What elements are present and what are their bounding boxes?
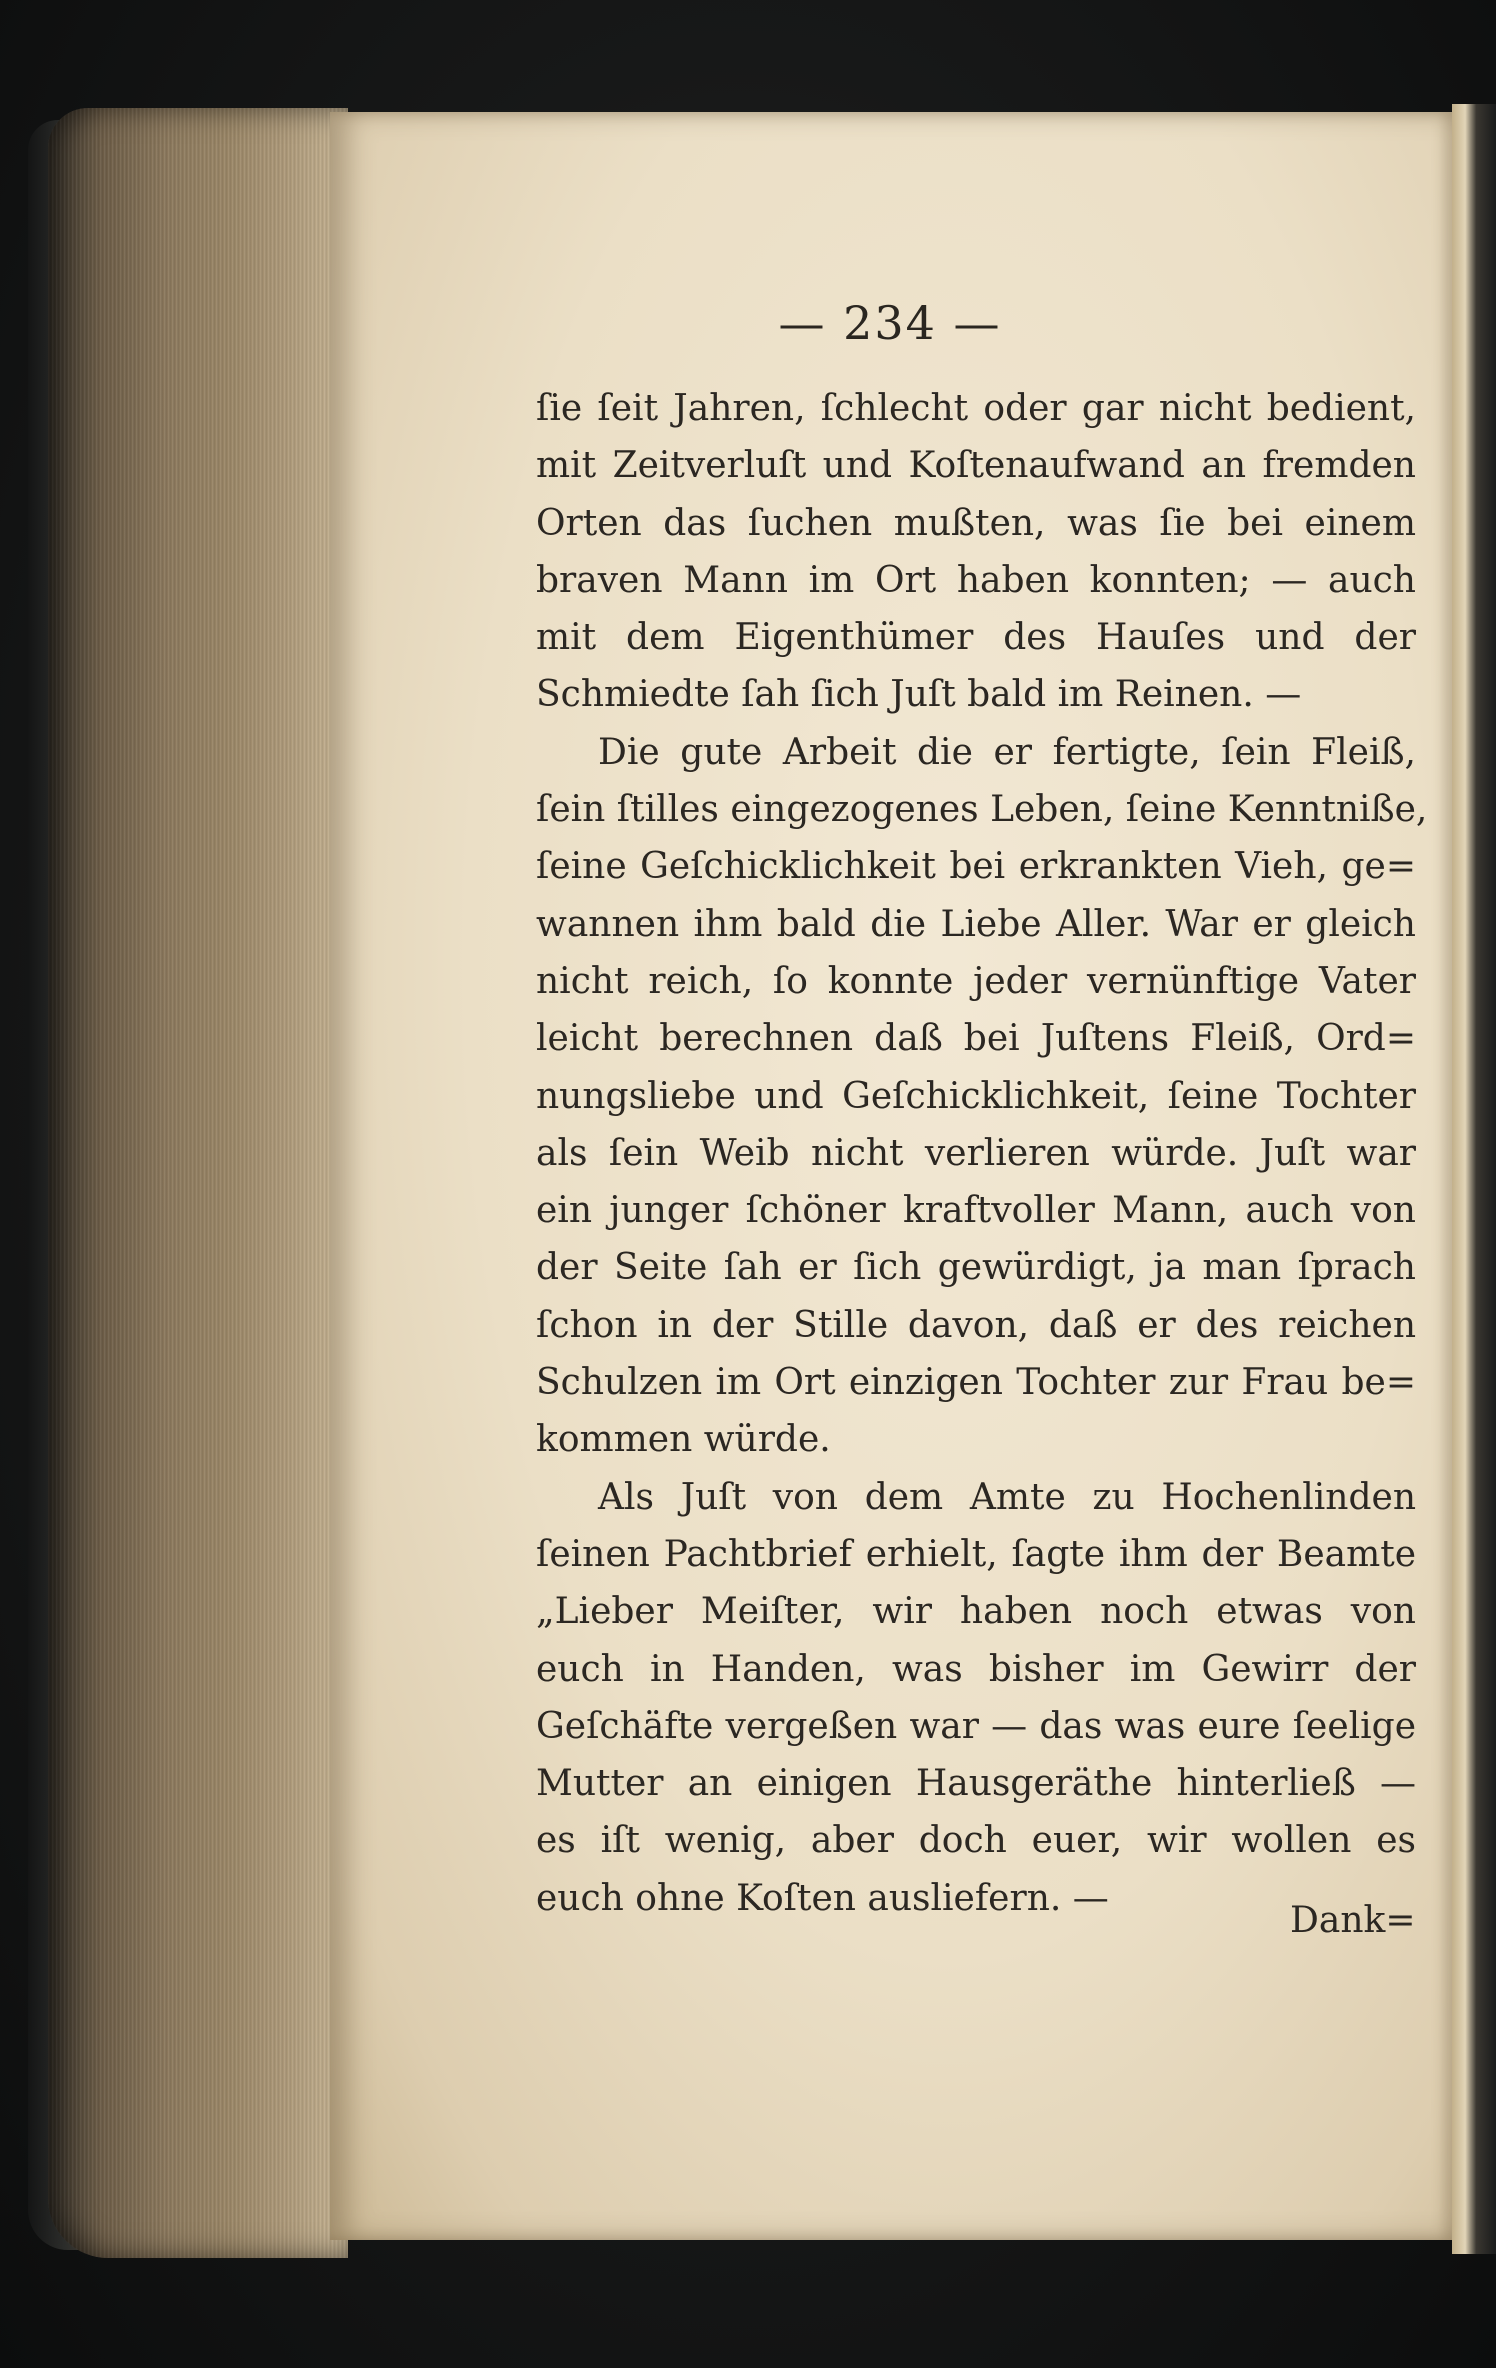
text-line: nicht reich, ſo konnte jeder vernünftige Vater [536, 960, 1416, 1002]
text-line: Orten das ſuchen mußten, was ſie bei einem [536, 502, 1416, 544]
text-line: Geſchäfte vergeßen war — das was eure ſeelige [536, 1705, 1416, 1747]
page-block-edge [48, 108, 348, 2258]
text-line: euch in Handen, was bisher im Gewirr der [536, 1648, 1416, 1690]
text-line: ſie ſeit Jahren, ſchlecht oder gar nicht bedient, [536, 388, 1416, 429]
text-line: Schmiedte ſah ſich Juſt bald im Reinen. — [536, 674, 1302, 716]
text-line: ſeinen Pachtbrief erhielt, ſagte ihm der Beamte [536, 1533, 1416, 1575]
page-number: — 234 — [778, 296, 1002, 350]
right-board-edge [1452, 104, 1496, 2254]
text-line: Die gute Arbeit die er fertigte, ſein Fleiß, [598, 731, 1416, 773]
text-line: ein junger ſchöner kraftvoller Mann, auch von [536, 1190, 1416, 1232]
catchword: Dank= [1290, 1900, 1416, 1941]
text-line: mit dem Eigenthümer des Hauſes und der [536, 617, 1416, 659]
text-line: mit Zeitverluſt und Koſtenaufwand an fremden [536, 445, 1416, 487]
text-line: wannen ihm bald die Liebe Aller. War er gleich [536, 903, 1416, 945]
text-line: Als Juſt von dem Amte zu Hochenlinden [598, 1476, 1416, 1518]
text-line: ſeine Geſchicklichkeit bei erkrankten Vieh, ge= [536, 846, 1416, 888]
text-line: nungsliebe und Geſchicklichkeit, ſeine Tochter [536, 1075, 1416, 1117]
page-header [0, 296, 1496, 350]
text-line: ſein ſtilles eingezogenes Leben, ſeine Kenntniße, [536, 789, 1428, 831]
text-line: als ſein Weib nicht verlieren würde. Juſt war [536, 1132, 1416, 1174]
text-line: kommen würde. [536, 1419, 831, 1461]
page-text [536, 380, 1428, 1927]
text-line: braven Mann im Ort haben konnten; — auch [536, 559, 1416, 601]
text-line: Mutter an einigen Hausgeräthe hinterließ — [536, 1763, 1416, 1805]
text-line: euch ohne Koſten ausliefern. — [536, 1877, 1109, 1919]
text-line: es iſt wenig, aber doch euer, wir wollen es [536, 1820, 1416, 1862]
text-line: leicht berechnen daß bei Juſtens Fleiß, Ord= [536, 1018, 1416, 1060]
text-line: Schulzen im Ort einzigen Tochter zur Frau be= [536, 1362, 1416, 1404]
text-line: der Seite ſah er ſich gewürdigt, ja man ſprach [536, 1247, 1416, 1289]
text-line: ſchon in der Stille davon, daß er des reichen [536, 1304, 1416, 1346]
text-line: „Lieber Meiſter, wir haben noch etwas von [536, 1591, 1416, 1633]
